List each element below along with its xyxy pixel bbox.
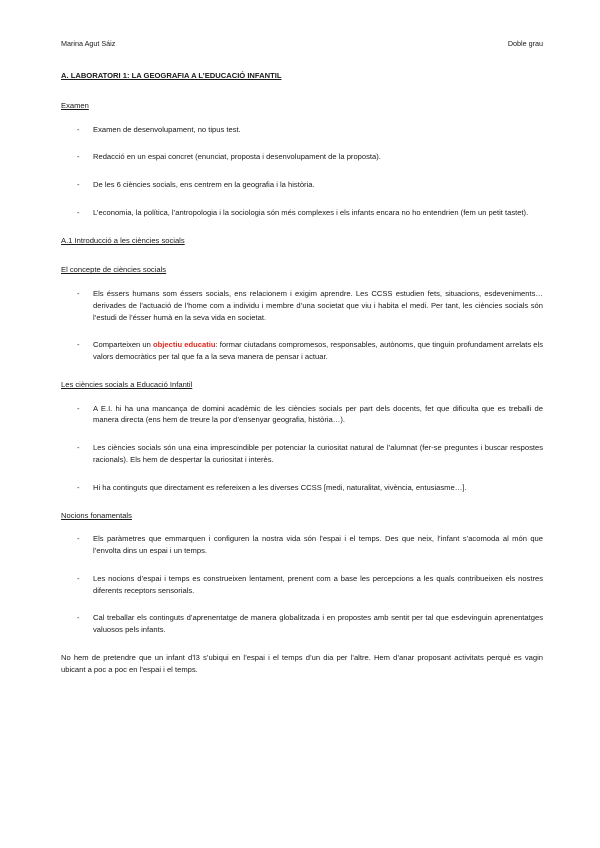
examen-list xyxy=(61,124,543,219)
infantil-list xyxy=(61,403,543,494)
list-item: - Examen de desenvolupament, no tipus test. xyxy=(61,124,543,136)
list-item: - Els paràmetres que emmarquen i configuren la nostra vida són l’espai i el temps. Des que neix, l’infant s’acomoda al món que l’envolta dins un espai i un temps. xyxy=(61,533,543,557)
list-item: - De les 6 ciències socials, ens centrem en la geografia i la història. xyxy=(61,179,543,191)
section-a1-heading: A.1 Introducció a les ciències socials xyxy=(61,235,185,245)
list-item: - Redacció en un espai concret (enunciat, proposta i desenvolupament de la proposta). xyxy=(61,151,543,163)
list-item: - A E.I. hi ha una mancança de domini acadèmic de les ciències socials per part dels docents, fet que dificulta que es treballi de manera directa (ens hem de treure la por d’ensenyar geografia, història…). xyxy=(61,403,543,427)
concepte-heading: El concepte de ciències socials xyxy=(61,265,167,275)
list-item: - Les ciències socials són una eina imprescindible per potenciar la curiositat natural de l’alumnat (fer-se preguntes i buscar respostes racionals). Els hem de despertar la curiositat i interès. xyxy=(61,442,543,466)
highlight-text: objectiu educatiu xyxy=(153,340,216,350)
nocions-heading: Nocions fonamentals xyxy=(61,510,132,520)
list-item: - L’economia, la política, l’antropologia i la sociologia són més complexes i els infants encara no ho entendrien (fem un petit tastet). xyxy=(61,207,543,219)
list-item xyxy=(61,339,543,363)
list-item: - Hi ha continguts que directament es refereixen a les diverses CCSS [medi, naturalitat, vivència, entusiasme…]. xyxy=(61,482,543,494)
item-text: Comparteixen un xyxy=(93,340,154,350)
nocions-list xyxy=(61,533,543,636)
list-item: - Els éssers humans som éssers socials, ens relacionem i exigim aprendre. Les CCSS estudien fets, situacions, esdeveniments… derivades de l’actuació de l’home com a individu i membre d’una societat que viu i habita el medi. Per tant, les ciències socials són l’estudi de l’ésser humà en la seva vida en societat. xyxy=(61,288,543,323)
examen-heading: Examen xyxy=(61,100,89,110)
closing-paragraph: No hem de pretendre que un infant d’l3 s’ubiqui en l’espai i el temps d’un dia per l’altre. Hem d’anar proposant activitats perquè es vagin ubicant a poc a poc en l’espai i el temps. xyxy=(61,652,543,674)
list-item: - Les nocions d’espai i temps es construeixen lentament, prenent com a base les percepcions a les quals contribueixen els nostres diferents receptors sensorials. xyxy=(61,573,543,597)
header-degree: Doble grau xyxy=(507,39,543,48)
infantil-heading: Les ciències socials a Educació Infantil xyxy=(61,379,193,389)
concepte-list xyxy=(61,288,543,363)
document-body xyxy=(61,70,543,675)
page-title: A. LABORATORI 1: LA GEOGRAFIA A L’EDUCACIÓ INFANTIL xyxy=(61,71,282,80)
item-text: : formar ciutadans compromesos, responsables, autònoms, que tinguin profundament arrelats els valors democràtics per tal que fa a la seva manera de pensar i actuar. xyxy=(93,340,543,362)
list-item: - Cal treballar els continguts d’aprenentatge de manera globalitzada i en propostes amb sentit per tal que esdevinguin aprenentatges valuosos pels infants. xyxy=(61,612,543,636)
header-author: Marina Agut Sáiz xyxy=(61,39,116,48)
